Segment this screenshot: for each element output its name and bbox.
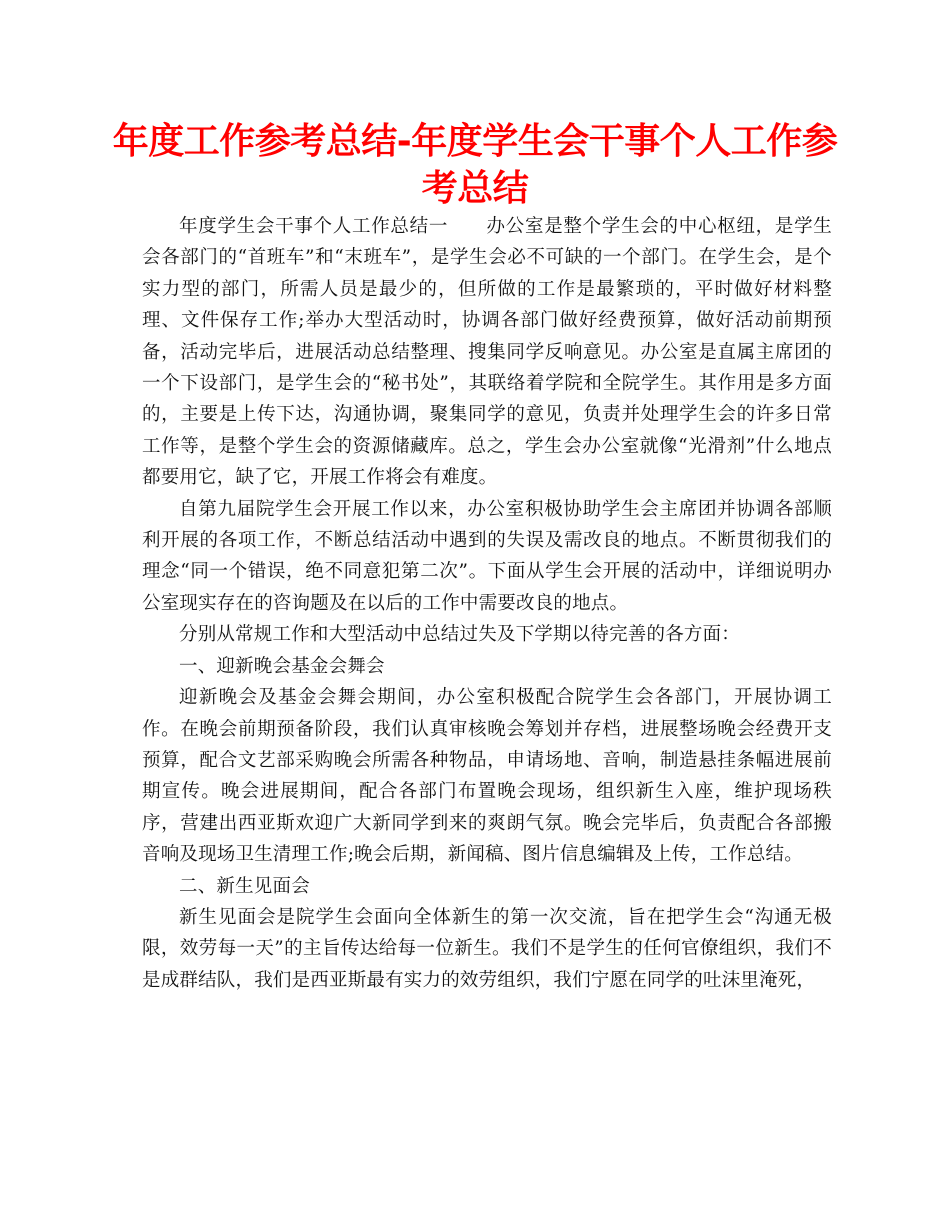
paragraph-overview: 分别从常规工作和大型活动中总结过失及下学期以待完善的各方面： xyxy=(179,624,741,646)
document-title: 年度工作参考总结-年度学生会干事个人工作参考总结 xyxy=(112,121,838,209)
paragraph-welcome-party: 迎新晚会及基金会舞会期间，办公室积极配合院学生会各部门，开展协调工作。在晚会前期预备阶段，我们认真审核晚会筹划并存档，进展整场晚会经费开支预算，配合文艺部采购晚会所需各种物品，申请场地、音响，制造悬挂条幅进展前期宣传。晚会进展期间，配合各部门布置晚会现场，组织新生入座，维护现场秩序，营建出西亚斯欢迎广大新同学到来的爽朗气氛。晚会完毕后，负责配合各部搬音响及现场卫生清理工作;晚会后期，新闻稿、图片信息编辑及上传，工作总结。 xyxy=(142,687,832,866)
paragraph-since-ninth: 自第九届院学生会开展工作以来，办公室积极协助学生会主席团并协调各部顺利开展的各项工作，不断总结活动中遇到的失误及需改良的地点。不断贯彻我们的理念“同一个错误，绝不同意犯第二次”。下面从学生会开展的活动中，详细说明办公室现实存在的咨询题及在以后的工作中需要改良的地点。 xyxy=(142,498,832,614)
paragraph-intro: 年度学生会干事个人工作总结一 办公室是整个学生会的中心枢纽，是学生会各部门的“首班车”和“末班车”，是学生会必不可缺的一个部门。在学生会，是个实力型的部门，所需人员是最少的，但所做的工作是最繁琐的，平时做好材料整理、文件保存工作;举办大型活动时，协调各部门做好经费预算，做好活动前期预备，活动完毕后，进展活动总结整理、搜集同学反响意见。办公室是直属主席团的一个下设部门，是学生会的“秘书处”，其联络着学院和全院学生。其作用是多方面的，主要是上传下达，沟通协调，聚集同学的意见，负责并处理学生会的许多日常工作等，是整个学生会的资源储藏库。总之，学生会办公室就像“光滑剂”什么地点都要用它，缺了它，开展工作将会有难度。 xyxy=(142,216,832,489)
section-heading-2: 二、新生见面会 xyxy=(179,875,310,897)
document-body xyxy=(142,211,832,996)
section-heading-1: 一、迎新晚会基金会舞会 xyxy=(179,655,385,677)
paragraph-freshman-meeting: 新生见面会是院学生会面向全体新生的第一次交流，旨在把学生会“沟通无极限，效劳每一天”的主旨传达给每一位新生。我们不是学生的任何官僚组织，我们不是成群结队，我们是西亚斯最有实力的效劳组织，我们宁愿在同学的吐沫里淹死， xyxy=(142,906,832,991)
